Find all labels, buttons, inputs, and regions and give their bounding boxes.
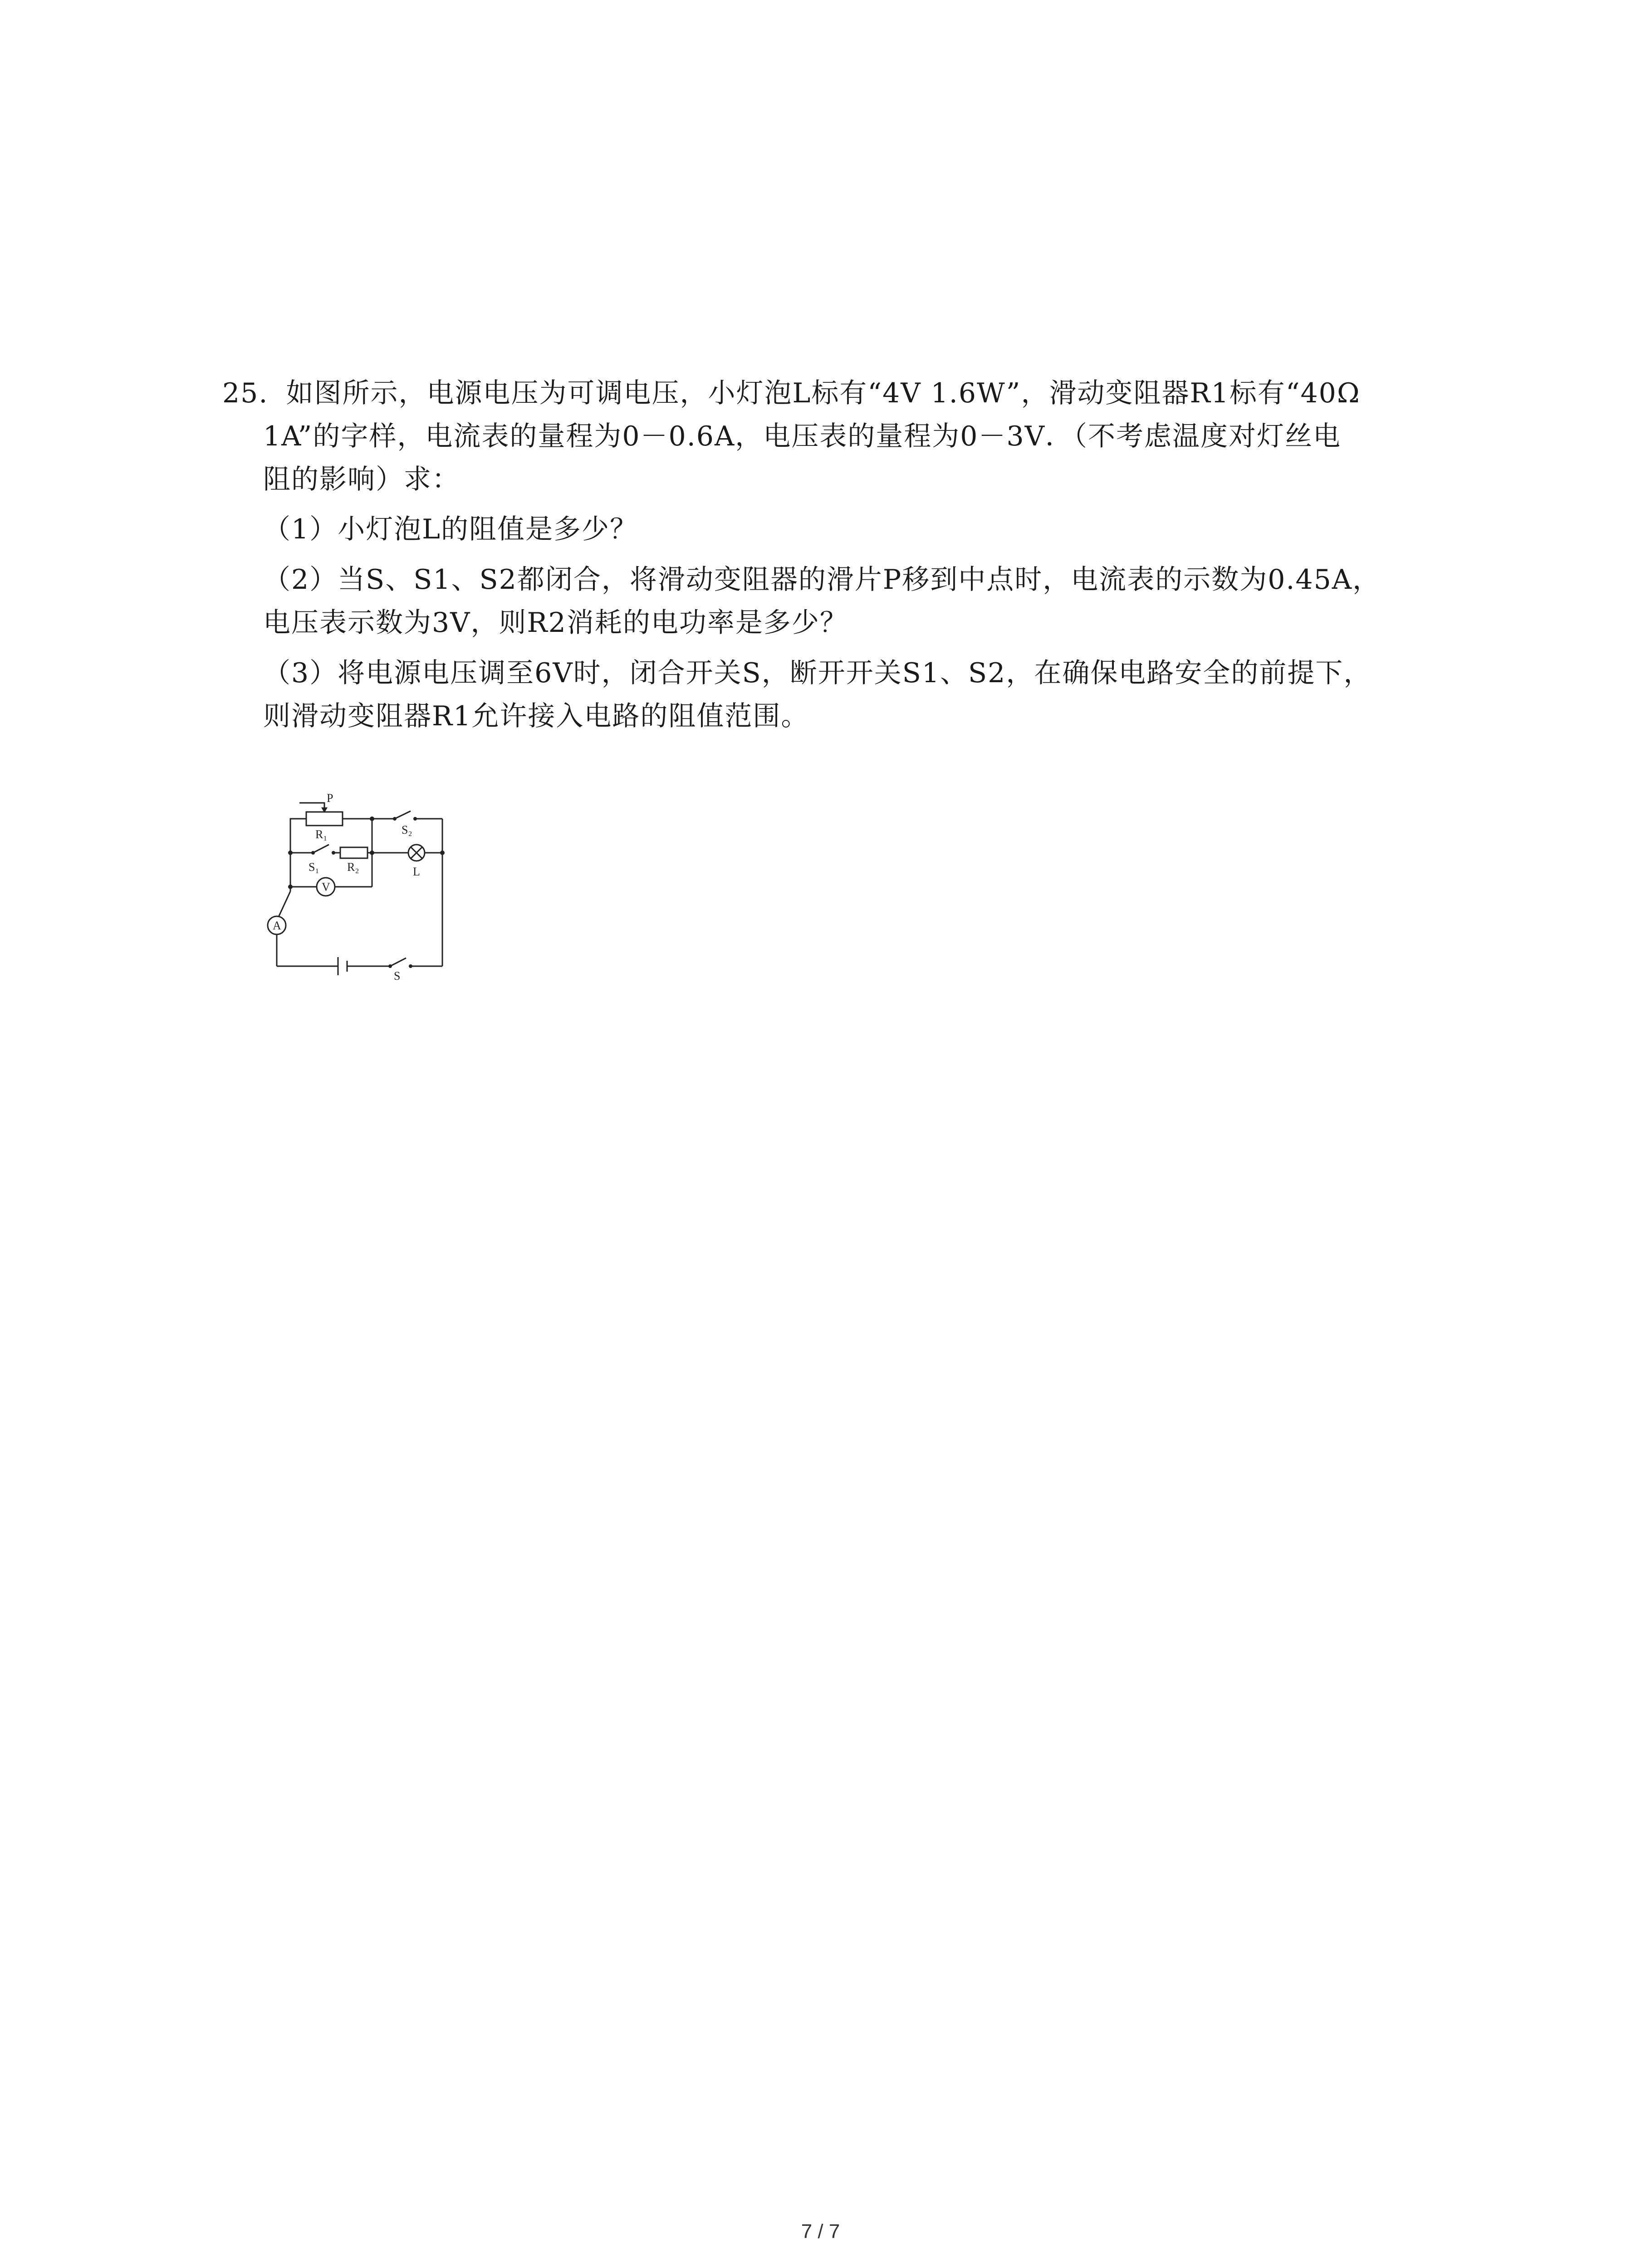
circuit-wires: [268, 803, 442, 975]
label-s: S: [394, 969, 401, 982]
rheostat-r1-body: [306, 812, 343, 826]
sub-question-2: [222, 558, 1461, 645]
label-s2: S₂: [402, 823, 412, 836]
sub-question-2-line2: 电压表示数为3V，则R2消耗的电功率是多少？: [263, 606, 848, 639]
sub-question-2-line1: （2）当S、S1、S2都闭合，将滑动变阻器的滑片P移到中点时，电流表的示数为0.45A，: [263, 564, 1381, 596]
sub-question-3-line2: 则滑动变阻器R1允许接入电路的阻值范围。: [263, 700, 809, 732]
sub-question-3: [222, 652, 1461, 738]
label-r2: R₂: [347, 860, 359, 874]
label-v: V: [322, 880, 330, 894]
label-s1: S₁: [309, 860, 319, 874]
question-stem-line1: [222, 372, 1461, 415]
question-number-label: 25.: [222, 377, 269, 409]
label-l: L: [413, 865, 420, 878]
circuit-junctions: [288, 816, 445, 968]
question-stem-line3: 阻的影响）求：: [263, 463, 460, 495]
sub-question-3-line1: （3）将电源电压调至6V时，闭合开关S，断开开关S1、S2，在确保电路安全的前提下，: [263, 657, 1372, 689]
label-r1: R₁: [315, 828, 328, 841]
page-number: 7 / 7: [801, 2220, 840, 2243]
question-stem-line1-text: 如图所示，电源电压为可调电压，小灯泡L标有“4V 1.6W”，滑动变阻器R1标有“40Ω: [286, 377, 1361, 409]
sub-question-1: （1）小灯泡L的阻值是多少？: [263, 513, 638, 546]
circuit-diagram: [272, 792, 467, 982]
label-p: P: [327, 792, 333, 805]
question-stem-line2: 1A”的字样，电流表的量程为0－0.6A，电压表的量程为0－3V．（不考虑温度对灯丝电: [263, 420, 1341, 452]
question-25: [222, 372, 1461, 738]
label-a: A: [273, 919, 281, 932]
